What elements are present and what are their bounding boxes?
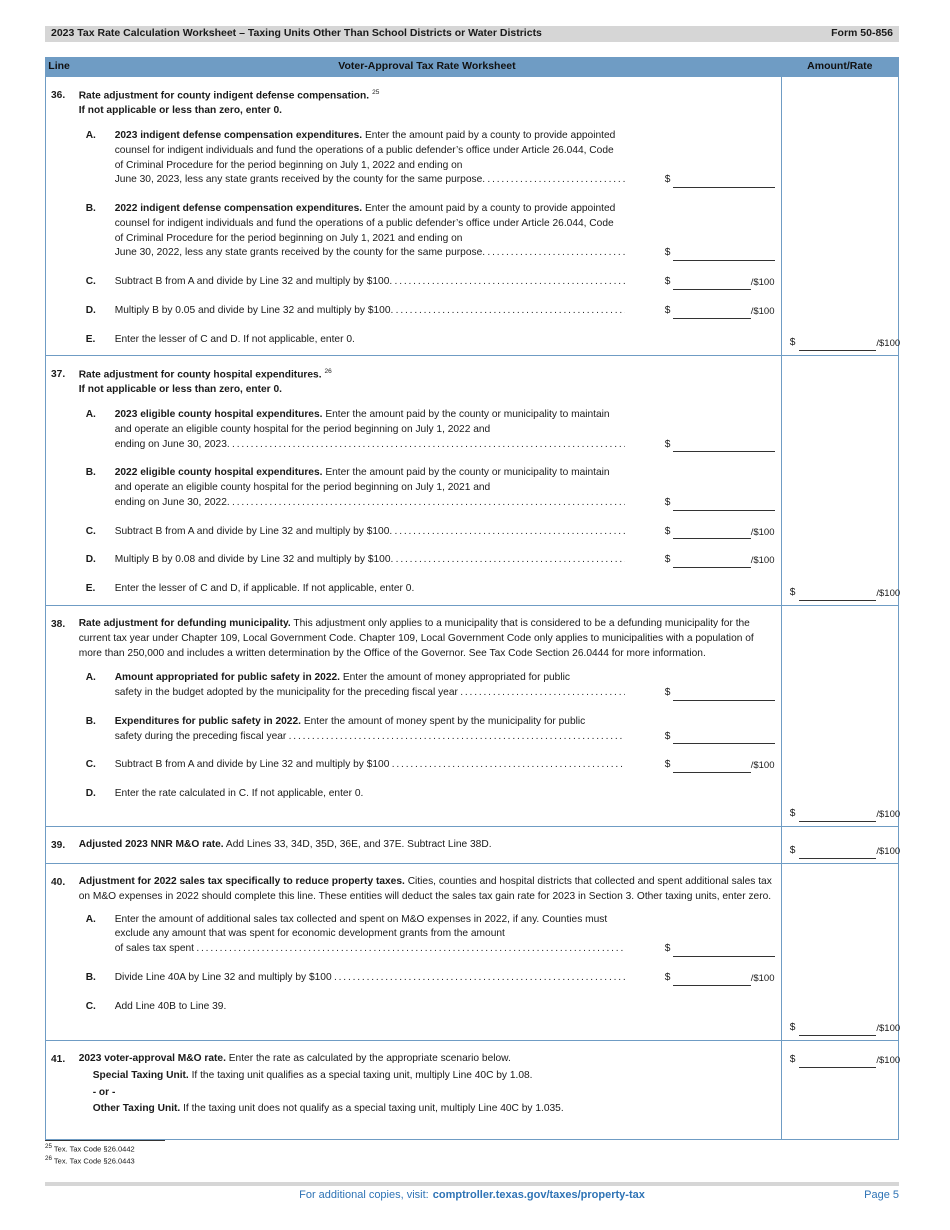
line-37-amount bbox=[781, 356, 901, 606]
sub-text: Enter the amount paid by a county to provide appointed counsel for indigent individuals and fund the operations of a public defender’s office under Article 26.044, Code of Criminal Procedure for the period beginning on July 1, 2022 and ending on bbox=[114, 129, 616, 171]
line-39-row bbox=[46, 827, 899, 864]
sub-letter: D. bbox=[85, 554, 96, 566]
amount-field-36a[interactable] bbox=[665, 173, 775, 188]
per-100-unit: /$100 bbox=[876, 338, 901, 350]
per-100-unit: /$100 bbox=[750, 760, 775, 772]
line-36-content bbox=[73, 77, 782, 356]
dollar-sign: $ bbox=[664, 276, 671, 288]
sub-letter: D. bbox=[85, 788, 96, 800]
line-37-row bbox=[46, 356, 899, 606]
sub-text: Enter the rate calculated in C. If not applicable, enter 0. bbox=[114, 788, 364, 800]
dollar-sign: $ bbox=[664, 525, 671, 537]
line-36-amount bbox=[781, 77, 901, 356]
line-36b bbox=[79, 202, 775, 261]
sub-text-last: Divide Line 40A by Line 32 and multiply by $100 . . . bbox=[115, 971, 625, 986]
sub-text-last: safety in the budget adopted by the municipality for the preceding fiscal year . . . bbox=[115, 686, 625, 701]
sub-text: Enter the amount paid by a county to provide appointed counsel for indigent individuals and fund the operations of a public defender’s office under Article 26.044, Code of Criminal Procedure for the period beginning on July 1, 2021 and ending on bbox=[114, 203, 616, 244]
page-header bbox=[45, 26, 899, 42]
footnote-number: 26 bbox=[45, 1155, 52, 1162]
line-37d bbox=[79, 553, 775, 568]
sub-text: Enter the lesser of C and D. If not applicable, enter 0. bbox=[114, 333, 355, 345]
line-instruction: If not applicable or less than zero, enter 0. bbox=[78, 105, 282, 117]
sub-title: 2023 indigent defense compensation expenditures. bbox=[114, 129, 363, 141]
line-38a bbox=[79, 671, 775, 701]
sub-text-last: ending on June 30, 2023. . . . bbox=[115, 438, 625, 453]
dollar-sign: $ bbox=[664, 943, 671, 955]
rate-field-36d[interactable] bbox=[665, 304, 775, 319]
column-header-worksheet: Voter-Approval Tax Rate Worksheet bbox=[73, 58, 782, 77]
page-footer bbox=[45, 1188, 899, 1204]
sub-text-last: Subtract B from A and divide by Line 32 and multiply by $100 . . . bbox=[115, 758, 625, 773]
dollar-sign: $ bbox=[664, 247, 671, 259]
footnotes bbox=[45, 1140, 165, 1167]
sub-title: Amount appropriated for public safety in 2022. bbox=[114, 672, 340, 684]
sub-text-last: of sales tax spent . . . bbox=[115, 942, 625, 957]
sub-letter: B. bbox=[85, 467, 96, 479]
line-38-row bbox=[46, 606, 899, 827]
line-37c bbox=[79, 525, 775, 540]
per-100-unit: /$100 bbox=[876, 1055, 901, 1067]
footer-text: For additional copies, visit: bbox=[299, 1189, 429, 1201]
per-100-unit: /$100 bbox=[750, 526, 775, 538]
dollar-sign: $ bbox=[664, 554, 671, 566]
amount-field-40a[interactable] bbox=[665, 942, 775, 957]
line-36-row bbox=[46, 77, 899, 356]
line-38-amount bbox=[781, 606, 901, 827]
line-text: Enter the rate as calculated by the appropriate scenario below. bbox=[228, 1053, 511, 1064]
sub-title: 2023 eligible county hospital expenditures. bbox=[114, 408, 323, 420]
per-100-unit: /$100 bbox=[876, 809, 901, 821]
sub-text-last: Subtract B from A and divide by Line 32 and multiply by $100. . . . bbox=[115, 525, 625, 540]
line-41-content bbox=[73, 1041, 782, 1140]
scenario-special bbox=[79, 1069, 775, 1084]
form-number: Form 50-856 bbox=[831, 27, 893, 40]
rate-field-39[interactable] bbox=[790, 844, 900, 859]
line-title: Rate adjustment for county indigent defense compensation. bbox=[78, 90, 370, 102]
sub-text-last: June 30, 2022, less any state grants received by the county for the same purpose. . . . bbox=[115, 246, 625, 261]
line-40a bbox=[79, 913, 775, 957]
scenario-title: Special Taxing Unit. bbox=[92, 1069, 189, 1081]
sub-title: 2022 eligible county hospital expenditures. bbox=[114, 467, 323, 479]
rate-field-41[interactable] bbox=[790, 1053, 900, 1068]
footer-link[interactable]: comptroller.texas.gov/taxes/property-tax bbox=[432, 1189, 645, 1201]
sub-text: Add Line 40B to Line 39. bbox=[114, 1000, 227, 1012]
line-40c bbox=[79, 1000, 775, 1015]
line-39-amount bbox=[781, 827, 901, 864]
sub-letter: B. bbox=[85, 203, 96, 215]
sub-letter: C. bbox=[85, 759, 96, 771]
line-40-content bbox=[73, 864, 782, 1041]
line-text: Add Lines 33, 34D, 35D, 36E, and 37E. Subtract Line 38D. bbox=[225, 839, 492, 850]
line-41-row bbox=[46, 1041, 899, 1140]
dollar-sign: $ bbox=[664, 174, 671, 186]
sub-title: Expenditures for public safety in 2022. bbox=[114, 715, 301, 727]
dollar-sign: $ bbox=[789, 1022, 796, 1034]
line-40b bbox=[79, 971, 775, 986]
sub-letter: C. bbox=[85, 276, 96, 288]
sub-letter: A. bbox=[85, 672, 96, 684]
dollar-sign: $ bbox=[664, 496, 671, 508]
line-39-content bbox=[73, 827, 782, 864]
line-title: Adjusted 2023 NNR M&O rate. bbox=[78, 839, 224, 850]
sub-letter: A. bbox=[85, 129, 96, 141]
dollar-sign: $ bbox=[789, 587, 796, 599]
sub-text-last: ending on June 30, 2022. . . . bbox=[115, 496, 625, 511]
dollar-sign: $ bbox=[664, 759, 671, 771]
line-36e bbox=[79, 333, 775, 348]
line-number: 39. bbox=[46, 827, 73, 864]
line-38b bbox=[79, 715, 775, 745]
line-37-content bbox=[73, 356, 782, 606]
amount-field-37a[interactable] bbox=[665, 438, 775, 453]
line-number: 41. bbox=[46, 1041, 73, 1140]
line-title: 2023 voter-approval M&O rate. bbox=[78, 1053, 226, 1064]
footnote-26 bbox=[45, 1155, 165, 1167]
line-title: Adjustment for 2022 sales tax specifically to reduce property taxes. bbox=[78, 876, 405, 887]
line-37b bbox=[79, 466, 775, 510]
sub-text: Enter the amount paid by the county or municipality to maintain and operate an eligible county hospital for the period beginning on July 1, 2021 and bbox=[114, 467, 610, 494]
per-100-unit: /$100 bbox=[876, 588, 901, 600]
dollar-sign: $ bbox=[664, 304, 671, 316]
dollar-sign: $ bbox=[789, 845, 796, 857]
sub-text: Enter the amount of money spent by the municipality for public bbox=[303, 715, 586, 727]
column-header-amount: Amount/Rate bbox=[781, 58, 898, 77]
dollar-sign: $ bbox=[664, 687, 671, 699]
footnote-number: 25 bbox=[45, 1143, 52, 1150]
worksheet-title: 2023 Tax Rate Calculation Worksheet – Taxing Units Other Than School Districts or Water Districts bbox=[51, 27, 542, 40]
dollar-sign: $ bbox=[664, 438, 671, 450]
rate-field-38c[interactable] bbox=[665, 758, 775, 773]
line-text: Cities, counties and hospital districts that collected and spent additional sales tax on M&O expenses in 2022 should complete this line. These entities will deduct the sales tax gain rate for 2023 in Section 3. Other taxing units, enter zero. bbox=[78, 876, 772, 902]
footer-divider bbox=[45, 1182, 899, 1186]
sub-text-last: Subtract B from A and divide by Line 32 and multiply by $100. . . . bbox=[115, 275, 625, 290]
line-41-amount bbox=[781, 1041, 901, 1140]
scenario-title: Other Taxing Unit. bbox=[92, 1103, 181, 1115]
rate-field-40b[interactable] bbox=[665, 971, 775, 986]
sub-letter: A. bbox=[85, 913, 96, 925]
line-38d bbox=[79, 787, 775, 802]
rate-field-38[interactable] bbox=[790, 807, 900, 822]
page-number: Page 5 bbox=[864, 1189, 899, 1201]
rate-field-37d[interactable] bbox=[665, 553, 775, 568]
amount-field-36b[interactable] bbox=[665, 246, 775, 261]
line-number: 38. bbox=[46, 606, 73, 827]
footnote-text: Tex. Tax Code §26.0443 bbox=[53, 1156, 135, 1166]
line-37a bbox=[79, 408, 775, 452]
sub-letter: E. bbox=[85, 333, 96, 345]
line-38c bbox=[79, 758, 775, 773]
sub-text-last: safety during the preceding fiscal year . . . bbox=[115, 730, 625, 745]
amount-field-38a[interactable] bbox=[665, 686, 775, 701]
sub-text: Enter the lesser of C and D, if applicable. If not applicable, enter 0. bbox=[114, 583, 415, 595]
sub-text: Enter the amount of additional sales tax collected and spent on M&O expenses in 2022, if any. Counties must exclude any amount that was spent for economic development grants from the amount bbox=[114, 913, 608, 940]
footnote-ref: 25 bbox=[372, 89, 380, 96]
line-number: 40. bbox=[46, 864, 73, 1041]
footnote-text: Tex. Tax Code §26.0442 bbox=[53, 1144, 135, 1154]
sub-text: Enter the amount of money appropriated for public bbox=[342, 672, 570, 684]
scenario-or: - or - bbox=[92, 1086, 116, 1098]
sub-letter: C. bbox=[85, 525, 96, 537]
line-number: 36. bbox=[46, 77, 73, 356]
per-100-unit: /$100 bbox=[750, 972, 775, 984]
dollar-sign: $ bbox=[789, 337, 796, 349]
amount-field-38b[interactable] bbox=[665, 730, 775, 745]
rate-field-40[interactable] bbox=[790, 1021, 900, 1036]
line-36d bbox=[79, 304, 775, 319]
worksheet-table bbox=[45, 57, 899, 1140]
per-100-unit: /$100 bbox=[876, 1023, 901, 1035]
amount-field-37b[interactable] bbox=[665, 496, 775, 511]
rate-field-37[interactable] bbox=[790, 586, 900, 601]
line-40-amount bbox=[781, 864, 901, 1041]
sub-letter: B. bbox=[85, 971, 96, 983]
rate-field-36c[interactable] bbox=[665, 275, 775, 290]
footnote-ref: 26 bbox=[324, 368, 332, 375]
line-38-content bbox=[73, 606, 782, 827]
per-100-unit: /$100 bbox=[876, 846, 901, 858]
line-instruction: If not applicable or less than zero, enter 0. bbox=[78, 384, 282, 396]
line-title: Rate adjustment for defunding municipality. bbox=[78, 618, 291, 629]
sub-letter: A. bbox=[85, 408, 96, 420]
per-100-unit: /$100 bbox=[750, 306, 775, 317]
sub-text: Enter the amount paid by the county or municipality to maintain and operate an eligible county hospital for the period beginning on July 1, 2022 and bbox=[114, 408, 610, 435]
dollar-sign: $ bbox=[664, 730, 671, 742]
line-36c bbox=[79, 275, 775, 290]
per-100-unit: /$100 bbox=[750, 555, 775, 567]
sub-letter: E. bbox=[85, 583, 96, 595]
sub-letter: D. bbox=[85, 304, 96, 316]
sub-text-last: Multiply B by 0.05 and divide by Line 32 and multiply by $100. . . . bbox=[115, 304, 625, 319]
line-36a bbox=[79, 129, 775, 188]
rate-field-36[interactable] bbox=[790, 336, 900, 351]
scenario-other bbox=[79, 1102, 775, 1117]
sub-letter: B. bbox=[85, 715, 96, 727]
per-100-unit: /$100 bbox=[750, 277, 775, 289]
sub-letter: C. bbox=[85, 1000, 96, 1012]
line-text: This adjustment only applies to a municipality that is considered to be a defunding municipality for the current tax year under Chapter 109, Local Government Code. Chapter 109, Local Government Code only applies to municipalities with a population of more than 250,000 and includes a written determination by the Office of the Governor. See Tax Code Section 26.0444 for more information. bbox=[78, 618, 754, 659]
scenario-text: If the taxing unit does not qualify as a special taxing unit, multiply Line 40C by 1.035. bbox=[183, 1103, 564, 1115]
sub-text-last: Multiply B by 0.08 and divide by Line 32 and multiply by $100. . . . bbox=[115, 553, 625, 568]
rate-field-37c[interactable] bbox=[665, 525, 775, 540]
line-number: 37. bbox=[46, 356, 73, 606]
table-header-row bbox=[46, 58, 899, 77]
line-title: Rate adjustment for county hospital expenditures. bbox=[78, 369, 322, 381]
dollar-sign: $ bbox=[789, 808, 796, 820]
scenario-text: If the taxing unit qualifies as a special taxing unit, multiply Line 40C by 1.08. bbox=[191, 1069, 533, 1081]
dollar-sign: $ bbox=[664, 971, 671, 983]
dollar-sign: $ bbox=[789, 1054, 796, 1065]
sub-text-last: June 30, 2023, less any state grants received by the county for the same purpose. . . . bbox=[115, 173, 625, 188]
line-40-row bbox=[46, 864, 899, 1041]
column-header-line: Line bbox=[46, 58, 73, 77]
line-37e bbox=[79, 582, 775, 597]
footnote-25 bbox=[45, 1143, 165, 1155]
sub-title: 2022 indigent defense compensation expenditures. bbox=[114, 203, 363, 215]
